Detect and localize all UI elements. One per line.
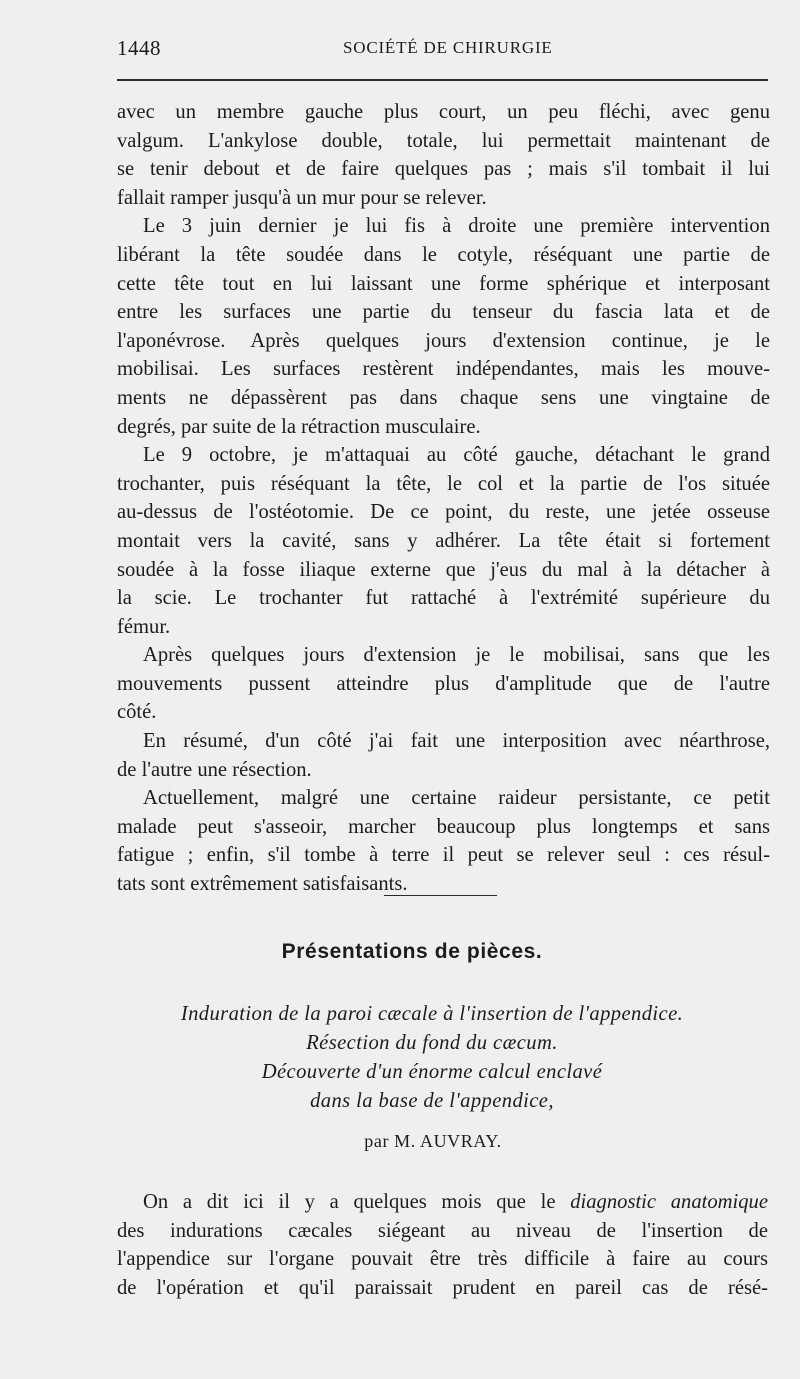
text-line: fémur.	[117, 615, 171, 638]
text-line: avec un membre gauche plus court, un peu fléchi, avec genu	[117, 101, 770, 123]
text-line	[117, 1188, 768, 1217]
running-title: SOCIÉTÉ DE CHIRURGIE	[343, 38, 553, 57]
text-line: libérant la tête soudée dans le cotyle, réséquant une partie de	[117, 243, 770, 266]
article-title	[0, 1000, 800, 1116]
paragraph	[117, 1188, 768, 1302]
text-line: côté.	[117, 701, 157, 724]
text-line: Le 3 juin dernier je lui fis à droite une première intervention	[143, 215, 770, 238]
text-line: tats sont extrêmement satisfaisants.	[117, 873, 408, 896]
text-line: la scie. Le trochanter fut rattaché à l'extrémité supérieure du	[117, 587, 770, 610]
page-number: 1448	[117, 36, 161, 60]
article-body	[117, 1188, 768, 1302]
text-line: se tenir debout et de faire quelques pas ; mais s'il tombait il lui	[117, 158, 770, 181]
text-line: Après quelques jours d'extension je le mobilisai, sans que les	[143, 644, 770, 667]
text-line: de l'autre une résection.	[117, 758, 312, 781]
page-header	[117, 36, 769, 66]
text-line: mouvements pussent atteindre plus d'amplitude que de l'autre	[117, 672, 770, 695]
text-line: au-dessus de l'ostéotomie. De ce point, du reste, une jetée osseuse	[117, 501, 770, 524]
paragraph	[117, 784, 770, 898]
text-line: des indurations cæcales siégeant au niveau de l'insertion de	[117, 1219, 768, 1242]
text-line: Le 9 octobre, je m'attaquai au côté gauche, détachant le grand	[143, 444, 770, 467]
paragraph	[117, 727, 770, 784]
article-title-line: Découverte d'un énorme calcul enclavé	[261, 1061, 603, 1083]
paragraph	[117, 212, 770, 441]
article-title-line: Résection du fond du cæcum.	[306, 1032, 558, 1054]
article-title-line: Induration de la paroi cæcale à l'insertion de l'appendice.	[180, 1003, 684, 1025]
text-line: fallait ramper jusqu'à un mur pour se relever.	[117, 186, 487, 209]
section-separator-rule	[384, 895, 497, 896]
paragraph	[117, 641, 770, 727]
text-line: l'aponévrose. Après quelques jours d'extension continue, je le	[117, 329, 770, 352]
text-line: degrés, par suite de la rétraction musculaire.	[117, 415, 481, 438]
italic-term: diagnostic anatomique	[570, 1191, 768, 1213]
text-line: Actuellement, malgré une certaine raideur persistante, ce petit	[143, 787, 770, 810]
text-line: ments ne dépassèrent pas dans chaque sens une vingtaine de	[117, 386, 770, 409]
text-line: fatigue ; enfin, s'il tombe à terre il peut se relever seul : ces résul-	[117, 844, 770, 867]
article-title-line: dans la base de l'appendice,	[310, 1090, 554, 1112]
body-text	[117, 98, 770, 899]
text-run: On a dit ici il y a quelques mois que le	[143, 1191, 571, 1213]
text-line: entre les surfaces une partie du tenseur du fascia lata et de	[117, 301, 770, 324]
text-line: mobilisai. Les surfaces restèrent indépendantes, mais les mouve-	[117, 358, 770, 381]
text-line: En résumé, d'un côté j'ai fait une interposition avec néarthrose,	[143, 730, 770, 753]
text-line: malade peut s'asseoir, marcher beaucoup plus longtemps et sans	[117, 815, 770, 838]
paragraph	[117, 98, 770, 212]
text-line: trochanter, puis réséquant la tête, le col et la partie de l'os située	[117, 472, 770, 495]
text-line: cette tête tout en lui laissant une forme sphérique et interposant	[117, 272, 770, 295]
text-line: montait vers la cavité, sans y adhérer. La tête était si fortement	[117, 529, 770, 552]
text-line: valgum. L'ankylose double, totale, lui permettait maintenant de	[117, 129, 770, 152]
section-heading: Présentations de pièces.	[281, 940, 543, 963]
text-line: l'appendice sur l'organe pouvait être très difficile à faire au cours	[117, 1248, 768, 1271]
paragraph	[117, 441, 770, 641]
text-line: soudée à la fosse iliaque externe que j'eus du mal à la détacher à	[117, 558, 770, 581]
header-rule	[117, 79, 768, 81]
text-line: de l'opération et qu'il paraissait prudent en pareil cas de résé-	[117, 1276, 768, 1299]
author-byline: par M. AUVRAY.	[364, 1131, 502, 1151]
